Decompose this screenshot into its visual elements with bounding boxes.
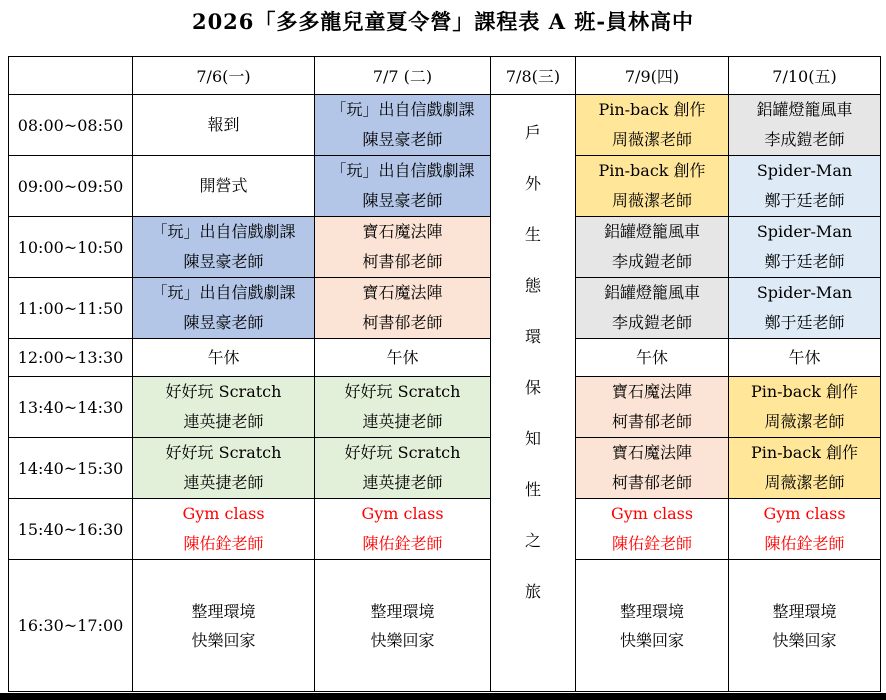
outing-char: 戶 [524,123,541,142]
course-cell [315,438,491,499]
course-title: 整理環境 [619,601,684,621]
course-teacher: 陳昱豪老師 [362,191,443,210]
course-title: 好好玩 Scratch [165,382,282,401]
course-cell [729,95,881,156]
course-cell [729,156,881,217]
outing-char: 旅 [524,582,541,601]
course-title: 寶石魔法陣 [362,222,443,241]
course-title: 「玩」出自信戲劇課 [151,283,296,302]
course-cell [729,278,881,339]
course-cell [133,339,315,377]
course-cell [133,156,315,217]
course-cell [133,278,315,339]
course-cell [315,339,491,377]
course-title: 整理環境 [191,601,256,621]
course-teacher: 連英捷老師 [362,412,443,431]
outing-day-cell [491,95,576,692]
header-day-1: 7/6(一) [133,57,315,95]
course-cell [576,438,729,499]
course-title: 「玩」出自信戲劇課 [330,161,475,180]
course-teacher: 陳佑銓老師 [611,534,692,553]
table-row [9,339,881,377]
outing-char: 保 [524,378,541,397]
table-row [9,377,881,438]
course-cell [576,156,729,217]
table-row [9,156,881,217]
time-cell: 09:00~09:50 [9,156,133,217]
header-day-3: 7/8(三) [491,57,576,95]
time-cell: 12:00~13:30 [9,339,133,377]
course-teacher: 李成鎧老師 [611,252,692,271]
outing-char: 外 [524,174,541,193]
course-title: Gym class [763,504,846,523]
course-title: 午休 [207,347,240,367]
course-teacher: 周薇潔老師 [611,191,692,210]
course-title: 鋁罐燈籠風車 [603,283,700,302]
outing-char: 之 [524,531,541,550]
outing-char: 態 [524,276,541,295]
course-title: 整理環境 [370,601,435,621]
time-cell: 08:00~08:50 [9,95,133,156]
course-cell [576,499,729,560]
course-title: 鋁罐燈籠風車 [756,100,853,119]
course-cell [576,377,729,438]
course-teacher: 陳昱豪老師 [183,252,264,271]
course-cell [315,278,491,339]
course-cell [315,377,491,438]
course-cell [729,438,881,499]
page-title: 2026「多多龍兒童夏令營」課程表 A 班-員林高中 [191,9,695,34]
course-cell [576,278,729,339]
course-teacher: 柯書郁老師 [611,473,692,492]
header-time-col [9,57,133,95]
course-cell [133,499,315,560]
course-title: Pin-back 創作 [598,100,706,119]
course-teacher: 李成鎧老師 [611,313,692,332]
time-cell: 13:40~14:30 [9,377,133,438]
course-teacher: 陳昱豪老師 [183,313,264,332]
schedule-table [8,56,881,692]
course-title: 午休 [386,347,419,367]
course-teacher: 陳佑銓老師 [183,534,264,553]
course-teacher: 快樂回家 [772,630,837,650]
header-day-5: 7/10(五) [729,57,881,95]
time-cell: 11:00~11:50 [9,278,133,339]
course-title: 好好玩 Scratch [165,443,282,462]
course-title: 鋁罐燈籠風車 [603,222,700,241]
course-cell [133,377,315,438]
course-cell [315,95,491,156]
course-title: Pin-back 創作 [750,382,859,401]
course-title: Spider-Man [756,283,853,302]
course-teacher: 連英捷老師 [183,473,264,492]
course-teacher: 快樂回家 [191,630,256,650]
header-day-2: 7/7 (二) [315,57,491,95]
course-title: 寶石魔法陣 [611,443,692,462]
course-teacher: 周薇潔老師 [764,412,845,431]
course-teacher: 李成鎧老師 [764,130,845,149]
course-title: Pin-back 創作 [750,443,859,462]
course-teacher: 鄭于廷老師 [764,313,845,332]
course-teacher: 柯書郁老師 [362,252,443,271]
course-title: Pin-back 創作 [598,161,706,180]
course-teacher: 陳昱豪老師 [362,130,443,149]
course-teacher: 連英捷老師 [183,412,264,431]
course-title: Spider-Man [756,161,853,180]
course-teacher: 鄭于廷老師 [764,191,845,210]
course-cell [133,560,315,692]
course-cell [315,217,491,278]
course-title: 整理環境 [772,601,837,621]
course-title: 「玩」出自信戲劇課 [330,100,475,119]
course-cell [729,499,881,560]
table-row [9,278,881,339]
course-teacher: 快樂回家 [370,630,435,650]
course-title: Gym class [610,504,694,523]
table-row [9,560,881,692]
course-title: 寶石魔法陣 [362,283,443,302]
bottom-border [0,693,886,700]
course-teacher: 快樂回家 [619,630,684,650]
time-cell: 16:30~17:00 [9,560,133,692]
outing-char: 知 [524,429,541,448]
header-day-4: 7/9(四) [576,57,729,95]
time-cell: 15:40~16:30 [9,499,133,560]
table-row [9,95,881,156]
table-row [9,499,881,560]
outing-char: 生 [524,225,541,244]
course-teacher: 周薇潔老師 [764,473,845,492]
course-teacher: 周薇潔老師 [611,130,692,149]
table-row [9,438,881,499]
course-title: Gym class [361,504,444,523]
course-title: 開營式 [199,176,248,195]
course-cell [576,339,729,377]
course-cell [133,95,315,156]
outing-char: 性 [524,480,541,499]
course-cell [576,560,729,692]
course-cell [315,156,491,217]
time-cell: 14:40~15:30 [9,438,133,499]
course-teacher: 陳佑銓老師 [764,534,845,553]
course-teacher: 鄭于廷老師 [764,252,845,271]
course-title: 「玩」出自信戲劇課 [151,222,296,241]
course-cell [729,560,881,692]
course-title: 午休 [788,347,821,367]
course-teacher: 柯書郁老師 [611,412,692,431]
course-cell [576,95,729,156]
course-cell [315,560,491,692]
course-cell [315,499,491,560]
course-cell [133,438,315,499]
course-cell [576,217,729,278]
course-teacher: 連英捷老師 [362,473,443,492]
course-teacher: 柯書郁老師 [362,313,443,332]
table-row [9,217,881,278]
course-title: 報到 [207,115,240,134]
course-title: Gym class [182,504,265,523]
course-title: 好好玩 Scratch [344,443,461,462]
course-cell [729,217,881,278]
course-title: Spider-Man [756,222,853,241]
course-title: 寶石魔法陣 [611,382,692,401]
course-cell [729,377,881,438]
course-title: 午休 [635,347,668,367]
outing-char: 環 [524,327,541,346]
course-title: 好好玩 Scratch [344,382,461,401]
course-cell [133,217,315,278]
course-cell [729,339,881,377]
course-teacher: 陳佑銓老師 [362,534,443,553]
time-cell: 10:00~10:50 [9,217,133,278]
